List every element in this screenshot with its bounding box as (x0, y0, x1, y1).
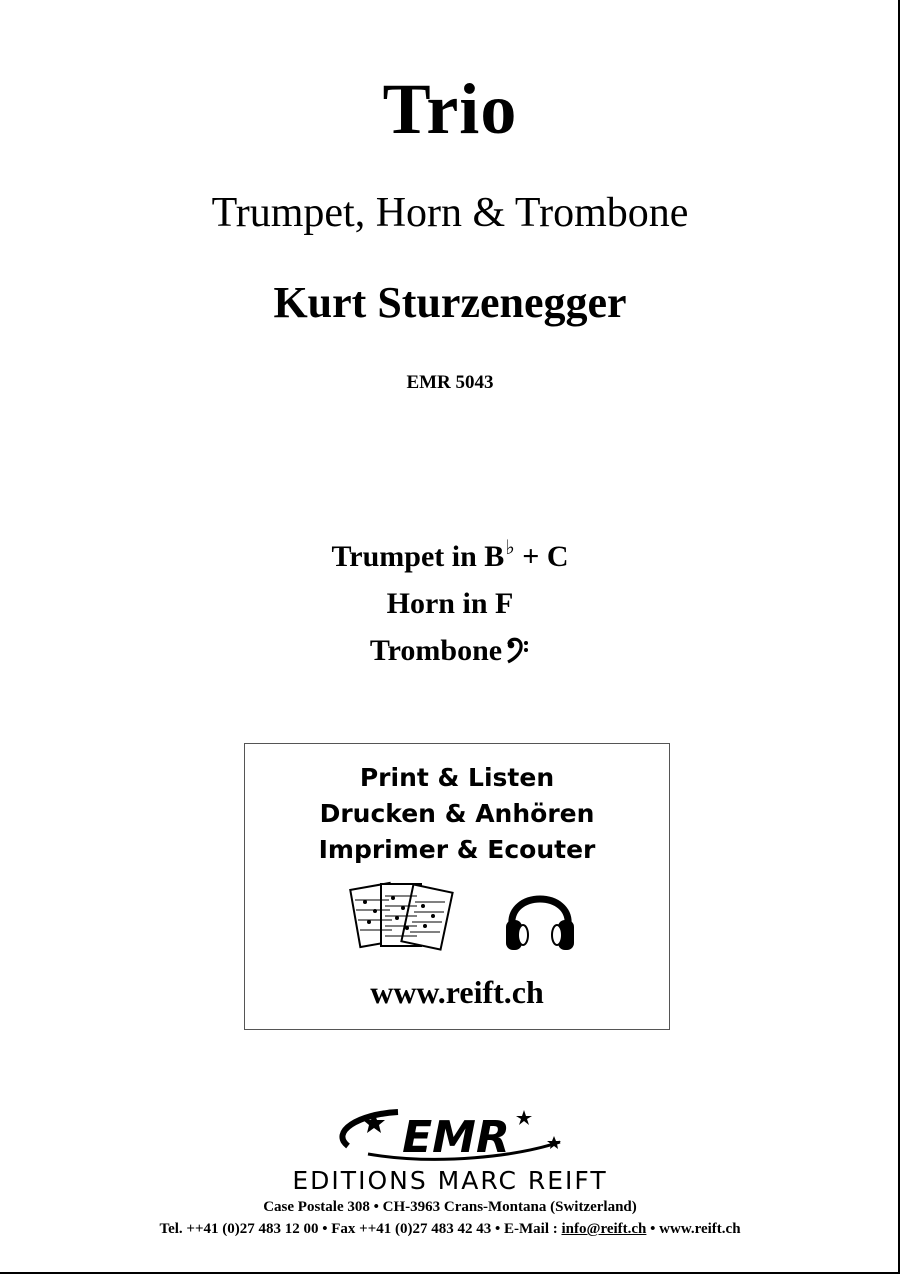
bass-clef-icon (506, 631, 530, 678)
publisher-contact: Tel. ++41 (0)27 483 12 00 • Fax ++41 (0)27 483 42 43 • E-Mail : info@reift.ch • www.reift.ch (159, 1221, 741, 1237)
composer-name: Kurt Sturzenegger (273, 278, 627, 327)
emr-logo (328, 1106, 568, 1169)
sheet-music-icon (345, 880, 457, 969)
score-title: Trio (382, 69, 518, 149)
publisher-address: Case Postale 308 • CH-3963 Crans-Montana (Switzerland) (263, 1199, 637, 1215)
print-listen-box (244, 743, 670, 1030)
promo-line-de: Drucken & Anhören (319, 799, 595, 828)
part-horn: Horn in F (386, 587, 514, 620)
catalog-number: EMR 5043 (406, 372, 494, 393)
parts-list (0, 525, 900, 678)
website-link[interactable]: www.reift.ch (370, 974, 544, 1010)
headphones-icon (502, 880, 578, 961)
part-trumpet: Trumpet in B♭ + C (331, 537, 569, 573)
promo-line-en: Print & Listen (359, 763, 555, 792)
flat-sign: ♭ (505, 537, 515, 559)
instrumentation-subtitle: Trumpet, Horn & Trombone (211, 190, 689, 236)
emr-logo-text: EMR (402, 1112, 510, 1163)
publisher-name: EDITIONS MARC REIFT (292, 1166, 608, 1195)
part-trombone: Trombone (0, 627, 900, 678)
promo-line-fr: Imprimer & Ecouter (318, 835, 596, 864)
email-link[interactable]: info@reift.ch (561, 1221, 647, 1237)
